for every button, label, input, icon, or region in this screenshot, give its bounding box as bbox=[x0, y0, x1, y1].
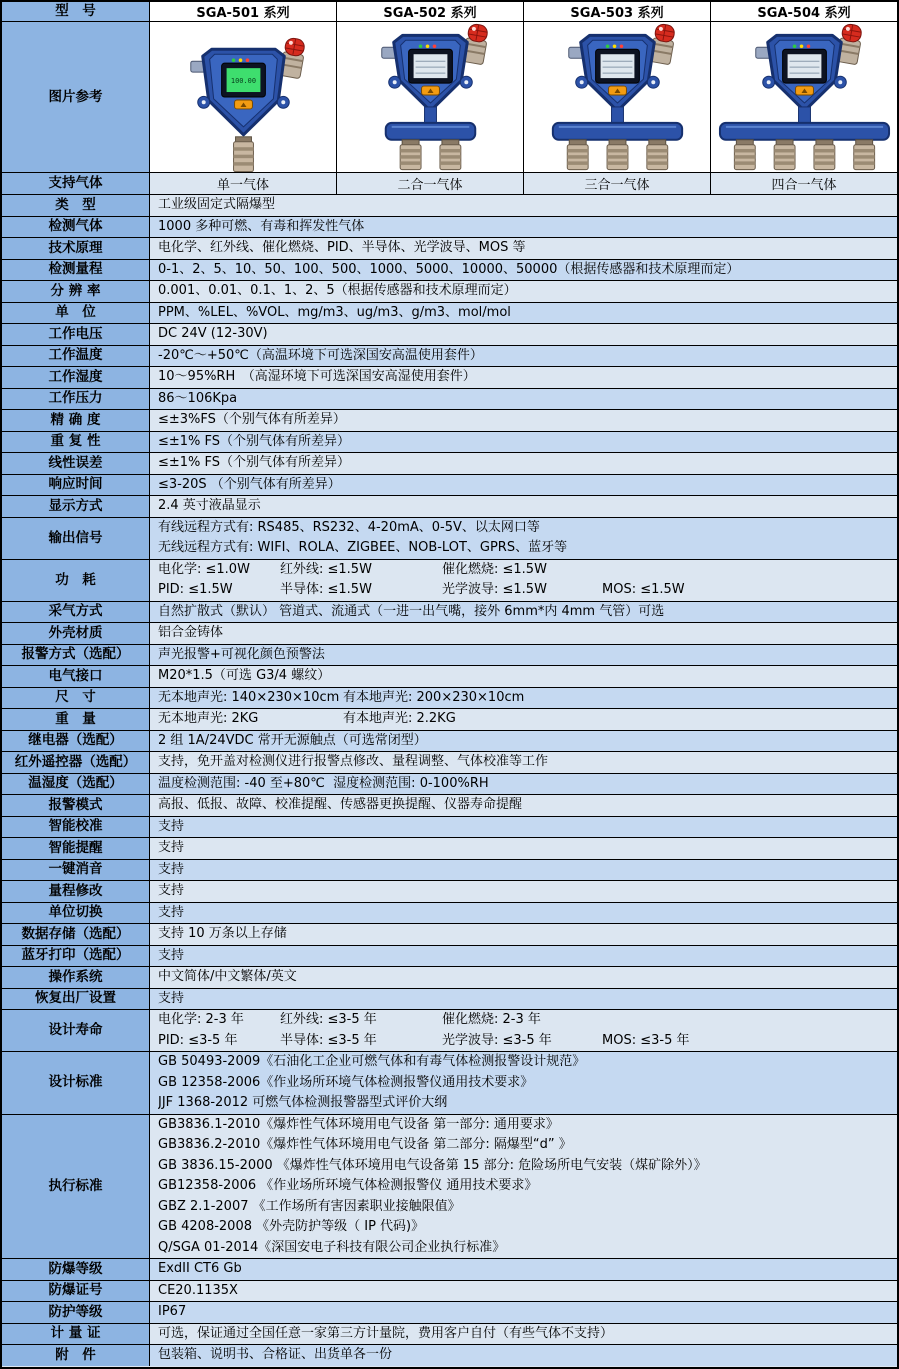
gas-type-2in1: 二合一气体 bbox=[337, 173, 524, 194]
spec-value: 有线远程方式有: RS485、RS232、4-20mA、0-5V、以太网口等 无线远程方式有: WIFI、ROLA、ZIGBEE、NOB-LOT、GPRS、蓝牙等 bbox=[150, 518, 897, 559]
spec-label: 线性误差 bbox=[2, 453, 150, 474]
spec-value: 0.001、0.01、0.1、1、2、5（根据传感器和技术原理而定） bbox=[150, 281, 897, 302]
spec-value: 工业级固定式隔爆型 bbox=[150, 195, 897, 216]
spec-label: 报警方式（选配） bbox=[2, 645, 150, 666]
spec-row bbox=[2, 1115, 897, 1260]
spec-label: 外壳材质 bbox=[2, 623, 150, 644]
product-image-sga-504 bbox=[711, 22, 897, 172]
spec-row bbox=[2, 217, 897, 239]
spec-label: 继电器（选配） bbox=[2, 731, 150, 752]
spec-label: 蓝牙打印（选配） bbox=[2, 946, 150, 967]
spec-row bbox=[2, 195, 897, 217]
manifold-bar bbox=[553, 122, 682, 139]
spec-row bbox=[2, 666, 897, 688]
spec-value: IP67 bbox=[150, 1302, 897, 1323]
spec-label: 设计标准 bbox=[2, 1052, 150, 1114]
spec-value: 支持 bbox=[150, 817, 897, 838]
spec-label: 操作系统 bbox=[2, 967, 150, 988]
image-reference-row bbox=[2, 22, 897, 173]
spec-row bbox=[2, 410, 897, 432]
spec-label: 显示方式 bbox=[2, 496, 150, 517]
spec-label: 分 辨 率 bbox=[2, 281, 150, 302]
spec-row bbox=[2, 903, 897, 925]
spec-row bbox=[2, 389, 897, 411]
spec-value: DC 24V (12-30V) bbox=[150, 324, 897, 345]
table-header-row bbox=[2, 2, 897, 22]
spec-row bbox=[2, 602, 897, 624]
spec-label: 重 量 bbox=[2, 709, 150, 730]
spec-value: 支持 10 万条以上存储 bbox=[150, 924, 897, 945]
spec-label: 输出信号 bbox=[2, 518, 150, 559]
spec-label: 电气接口 bbox=[2, 666, 150, 687]
spec-row bbox=[2, 752, 897, 774]
spec-label: 工作温度 bbox=[2, 346, 150, 367]
spec-value: ≤3-20S （个别气体有所差异） bbox=[150, 475, 897, 496]
spec-value: 包装箱、说明书、合格证、出货单各一份 bbox=[150, 1345, 897, 1366]
spec-label: 防爆证号 bbox=[2, 1281, 150, 1302]
spec-label: 单 位 bbox=[2, 303, 150, 324]
spec-value: ≤±3%FS（个别气体有所差异） bbox=[150, 410, 897, 431]
spec-row bbox=[2, 238, 897, 260]
header-label-model: 型 号 bbox=[2, 2, 150, 21]
spec-row bbox=[2, 623, 897, 645]
spec-value: ExdII CT6 Gb bbox=[150, 1259, 897, 1280]
gas-detector-illustration bbox=[524, 23, 710, 172]
spec-row bbox=[2, 795, 897, 817]
spec-row bbox=[2, 281, 897, 303]
manifold-bar bbox=[720, 122, 889, 139]
gas-detector-illustration bbox=[150, 23, 336, 172]
spec-value: 声光报警+可视化颜色预警法 bbox=[150, 645, 897, 666]
spec-label: 类 型 bbox=[2, 195, 150, 216]
spec-label: 功 耗 bbox=[2, 560, 150, 601]
spec-label: 设计寿命 bbox=[2, 1010, 150, 1051]
spec-label: 红外遥控器（选配） bbox=[2, 752, 150, 773]
spec-row bbox=[2, 475, 897, 497]
spec-row bbox=[2, 303, 897, 325]
gas-detector-illustration bbox=[337, 23, 523, 172]
spec-value: ≤±1% FS（个别气体有所差异） bbox=[150, 432, 897, 453]
spec-label: 智能校准 bbox=[2, 817, 150, 838]
spec-value: 支持 bbox=[150, 989, 897, 1010]
spec-value: 10～95%RH （高湿环境下可选深国安高湿使用套件） bbox=[150, 367, 897, 388]
spec-value: 2 组 1A/24VDC 常开无源触点（可选常闭型） bbox=[150, 731, 897, 752]
spec-value: -20℃～+50℃（高温环境下可选深国安高温使用套件） bbox=[150, 346, 897, 367]
spec-value: M20*1.5（可选 G3/4 螺纹） bbox=[150, 666, 897, 687]
spec-label: 精 确 度 bbox=[2, 410, 150, 431]
spec-row bbox=[2, 817, 897, 839]
spec-value: CE20.1135X bbox=[150, 1281, 897, 1302]
image-row-label: 图片参考 bbox=[2, 22, 150, 172]
spec-value: 支持 bbox=[150, 881, 897, 902]
spec-label: 量程修改 bbox=[2, 881, 150, 902]
spec-row bbox=[2, 774, 897, 796]
gas-type-3in1: 三合一气体 bbox=[524, 173, 711, 194]
spec-row bbox=[2, 560, 897, 602]
product-image-sga-503 bbox=[524, 22, 711, 172]
spec-row bbox=[2, 946, 897, 968]
spec-value: 温度检测范围: -40 至+80℃ 湿度检测范围: 0-100%RH bbox=[150, 774, 897, 795]
spec-value: 支持 bbox=[150, 946, 897, 967]
spec-value: GB 50493-2009《石油化工企业可燃气体和有毒气体检测报警设计规范》 GB 12358-2006《作业场所环境气体检测报警仪通用技术要求》 JJF 1368-2012 可燃气体检测报警器型式评价大纲 bbox=[150, 1052, 897, 1114]
spec-label: 尺 寸 bbox=[2, 688, 150, 709]
model-header-sga-501: SGA-501 系列 bbox=[150, 2, 337, 21]
spec-value: 2.4 英寸液晶显示 bbox=[150, 496, 897, 517]
spec-row bbox=[2, 453, 897, 475]
spec-row bbox=[2, 324, 897, 346]
spec-row bbox=[2, 881, 897, 903]
spec-label: 工作压力 bbox=[2, 389, 150, 410]
spec-label: 检测量程 bbox=[2, 260, 150, 281]
spec-row bbox=[2, 967, 897, 989]
spec-label: 计 量 证 bbox=[2, 1324, 150, 1345]
spec-value: 1000 多种可燃、有毒和挥发性气体 bbox=[150, 217, 897, 238]
spec-row bbox=[2, 346, 897, 368]
manifold-bar bbox=[386, 122, 476, 139]
spec-row bbox=[2, 1052, 897, 1115]
gas-type-single: 单一气体 bbox=[150, 173, 337, 194]
spec-row bbox=[2, 496, 897, 518]
spec-label: 附 件 bbox=[2, 1345, 150, 1366]
spec-value: 电化学: 2-3 年 红外线: ≤3-5 年 催化燃烧: 2-3 年 PID: ≤3-5 年 半导体: ≤3-5 年 光学波导: ≤3-5 年 MOS: ≤3-5 年 bbox=[150, 1010, 897, 1051]
spec-value: 86～106Kpa bbox=[150, 389, 897, 410]
spec-label: 响应时间 bbox=[2, 475, 150, 496]
spec-label: 恢复出厂设置 bbox=[2, 989, 150, 1010]
spec-label: 重 复 性 bbox=[2, 432, 150, 453]
model-header-sga-504: SGA-504 系列 bbox=[711, 2, 897, 21]
spec-value: 支持，免开盖对检测仪进行报警点修改、量程调整、气体校准等工作 bbox=[150, 752, 897, 773]
spec-value: 无本地声光: 2KG 有本地声光: 2.2KG bbox=[150, 709, 897, 730]
spec-row bbox=[2, 989, 897, 1011]
spec-row bbox=[2, 518, 897, 560]
spec-value: PPM、%LEL、%VOL、mg/m3、ug/m3、g/m3、mol/mol bbox=[150, 303, 897, 324]
spec-row bbox=[2, 924, 897, 946]
spec-value: ≤±1% FS（个别气体有所差异） bbox=[150, 453, 897, 474]
spec-value: 电化学: ≤1.0W 红外线: ≤1.5W 催化燃烧: ≤1.5W PID: ≤1.5W 半导体: ≤1.5W 光学波导: ≤1.5W MOS: ≤1.5W bbox=[150, 560, 897, 601]
spec-row bbox=[2, 1345, 897, 1366]
spec-label: 采气方式 bbox=[2, 602, 150, 623]
spec-label: 报警模式 bbox=[2, 795, 150, 816]
spec-value: 高报、低报、故障、校准提醒、传感器更换提醒、仪器寿命提醒 bbox=[150, 795, 897, 816]
spec-label: 工作湿度 bbox=[2, 367, 150, 388]
spec-label: 工作电压 bbox=[2, 324, 150, 345]
spec-row bbox=[2, 645, 897, 667]
spec-label: 防护等级 bbox=[2, 1302, 150, 1323]
spec-label: 智能提醒 bbox=[2, 838, 150, 859]
spec-label: 一键消音 bbox=[2, 860, 150, 881]
spec-value: 中文简体/中文繁体/英文 bbox=[150, 967, 897, 988]
spec-row bbox=[2, 260, 897, 282]
model-header-sga-502: SGA-502 系列 bbox=[337, 2, 524, 21]
spec-label: 执行标准 bbox=[2, 1115, 150, 1259]
product-image-sga-502 bbox=[337, 22, 524, 172]
spec-rows-container bbox=[2, 195, 897, 1366]
spec-value: 无本地声光: 140×230×10cm 有本地声光: 200×230×10cm bbox=[150, 688, 897, 709]
supported-gas-row bbox=[2, 173, 897, 195]
spec-label: 检测气体 bbox=[2, 217, 150, 238]
spec-row bbox=[2, 1259, 897, 1281]
spec-value: 自然扩散式（默认） 管道式、流通式（一进一出气嘴，接外 6mm*内 4mm 气管）可选 bbox=[150, 602, 897, 623]
spec-row bbox=[2, 1324, 897, 1346]
spec-row bbox=[2, 1302, 897, 1324]
spec-row bbox=[2, 688, 897, 710]
spec-row bbox=[2, 367, 897, 389]
spec-value: 支持 bbox=[150, 860, 897, 881]
spec-row bbox=[2, 860, 897, 882]
spec-row bbox=[2, 432, 897, 454]
spec-label: 技术原理 bbox=[2, 238, 150, 259]
spec-value: 铝合金铸体 bbox=[150, 623, 897, 644]
spec-row bbox=[2, 731, 897, 753]
spec-row bbox=[2, 838, 897, 860]
gas-type-4in1: 四合一气体 bbox=[711, 173, 897, 194]
spec-value: 支持 bbox=[150, 903, 897, 924]
product-image-sga-501 bbox=[150, 22, 337, 172]
spec-label: 防爆等级 bbox=[2, 1259, 150, 1280]
model-header-sga-503: SGA-503 系列 bbox=[524, 2, 711, 21]
gas-detector-illustration bbox=[711, 23, 897, 172]
spec-row bbox=[2, 1281, 897, 1303]
spec-value: 支持 bbox=[150, 838, 897, 859]
spec-value: GB3836.1-2010《爆炸性气体环境用电气设备 第一部分: 通用要求》 GB3836.2-2010《爆炸性气体环境用电气设备 第二部分: 隔爆型“d” 》 GB 3836.15-2000 《爆炸性气体环境用电气设备第 15 部分: 危险场所电气安装（煤矿除外）》 GB12358-2006 《作业场所环境气体检测报警仪 通用技术要求》 GBZ 2.1-2007 《工作场所有害因素职业接触限值》 GB 4208-2008 《外壳防护等级（ IP 代码)》 Q/SGA 01-2014《深国安电子科技有限公司企业执行标准》 bbox=[150, 1115, 897, 1259]
spec-label: 温湿度（选配） bbox=[2, 774, 150, 795]
spec-value: 可选，保证通过全国任意一家第三方计量院，费用客户自付（有些气体不支持） bbox=[150, 1324, 897, 1345]
spec-label: 数据存储（选配） bbox=[2, 924, 150, 945]
spec-row bbox=[2, 1010, 897, 1052]
svg-text:100.00: 100.00 bbox=[230, 76, 257, 85]
gas-row-label: 支持气体 bbox=[2, 173, 150, 194]
spec-row bbox=[2, 709, 897, 731]
spec-label: 单位切换 bbox=[2, 903, 150, 924]
spec-value: 电化学、红外线、催化燃烧、PID、半导体、光学波导、MOS 等 bbox=[150, 238, 897, 259]
spec-value: 0-1、2、5、10、50、100、500、1000、5000、10000、50000（根据传感器和技术原理而定） bbox=[150, 260, 897, 281]
